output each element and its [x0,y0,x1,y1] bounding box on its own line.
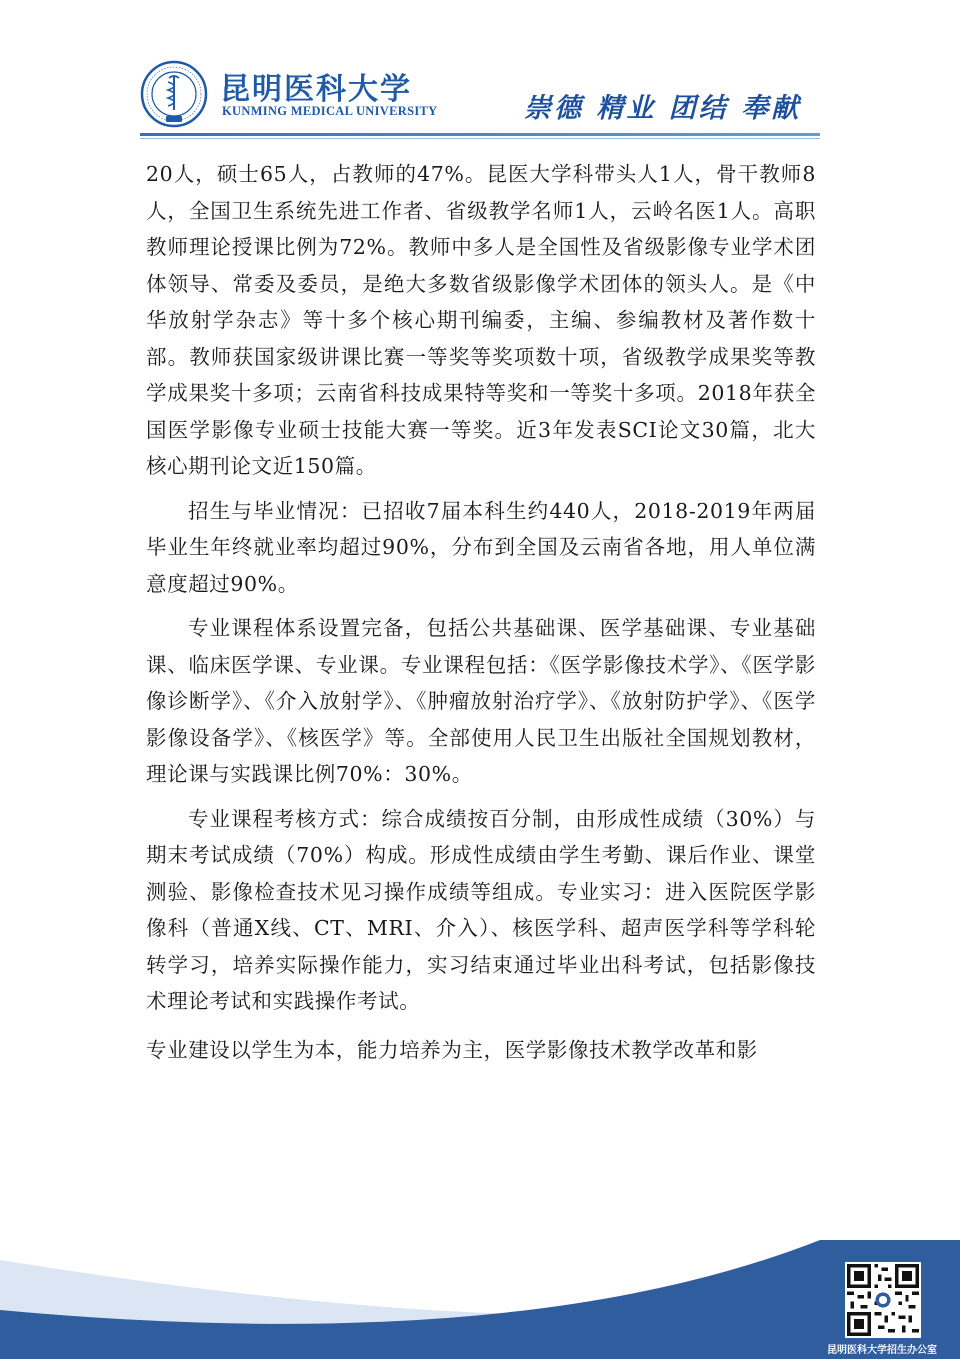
university-motto: 崇德 精业 团结 奉献 [524,93,802,124]
qr-code[interactable] [845,1262,921,1338]
header-divider [140,133,820,136]
paragraph-faculty: 20人，硕士65人，占教师的47%。昆医大学科带头人1人，骨干教师8人，全国卫生系统先进工作者、省级教学名师1人，云岭名医1人。高职教师理论授课比例为72%。教师中多人是全国性及省级影像专业学术团体领导、常委及委员，是绝大多数省级影像学术团体的领头人。是《中华放射学杂志》等十多个核心期刊编委，主编、参编教材及著作数十部。教师获国家级讲课比赛一等奖等奖项数十项，省级教学成果奖等教学成果奖十多项；云南省科技成果特等奖和一等奖十多项。2018年获全国医学影像专业硕士技能大赛一等奖。近3年发表SCI论文30篇，北大核心期刊论文近150篇。 [146,162,816,478]
university-name-cn: 昆明医科大学 [220,72,412,107]
paragraph-assessment: 专业课程考核方式：综合成绩按百分制，由形成性成绩（30%）与期末考试成绩（70%）构成。形成性成绩由学生考勤、课后作业、课堂测验、影像检查技术见习操作成绩等组成。专业实习：进入医院医学影像科（普通X线、CT、MRI、介入）、核医学科、超声医学科等学科轮转学习，培养实际操作能力，实习结束通过毕业出科考试，包括影像技术理论考试和实践操作考试。 [146,806,816,1013]
header-divider-thin [140,138,820,139]
paragraph-construction: 专业建设以学生为本，能力培养为主，医学影像技术教学改革和影 [146,1037,758,1062]
university-seal-icon [140,60,208,128]
document-body [146,156,816,1068]
paragraph-enrollment: 招生与毕业情况：已招收7届本科生约440人，2018-2019年两届毕业生年终就业率均超过90%，分布到全国及云南省各地，用人单位满意度超过90%。 [146,498,816,596]
university-name-en: KUNMING MEDICAL UNIVERSITY [222,104,438,118]
qr-code-icon [847,1264,919,1336]
paragraph-curriculum: 专业课程体系设置完备，包括公共基础课、医学基础课、专业基础课、临床医学课、专业课。专业课程包括：《医学影像技术学》、《医学影像诊断学》、《介入放射学》、《肿瘤放射治疗学》、《放射防护学》、《医学影像设备学》、《核医学》等。全部使用人民卫生出版社全国规划教材，理论课与实践课比例70%：30%。 [146,616,816,786]
page-header [0,0,960,140]
qr-caption: 昆明医科大学招生办公室 [827,1345,937,1356]
